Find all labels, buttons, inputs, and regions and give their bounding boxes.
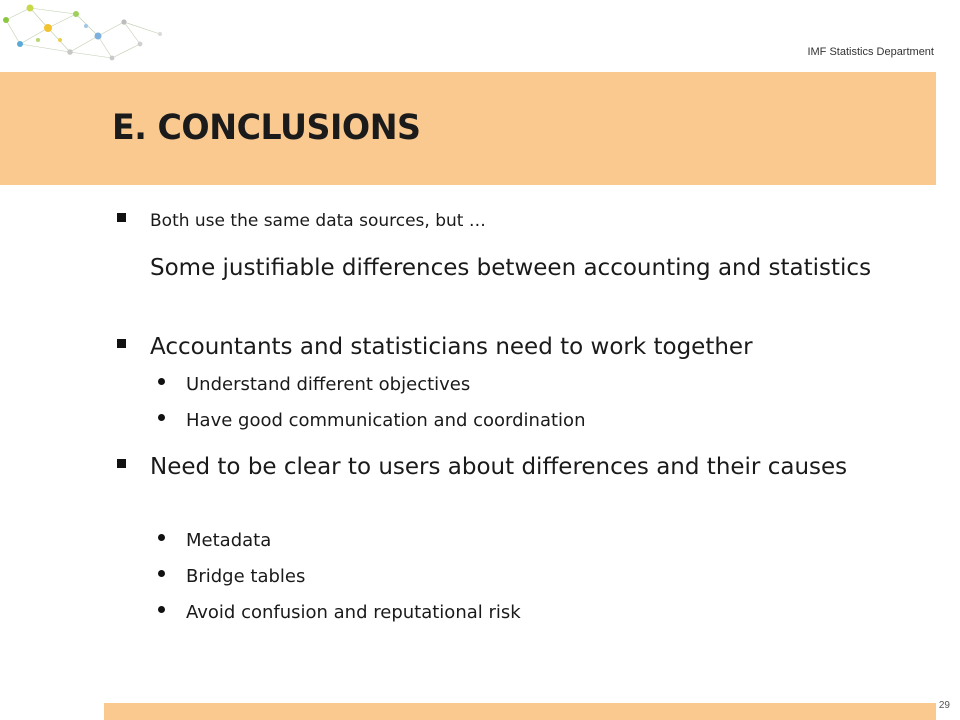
- sub-bullet-text: Have good communication and coordination: [186, 410, 586, 431]
- square-bullet-icon: [117, 339, 126, 348]
- sub-bullet-text: Bridge tables: [186, 566, 306, 587]
- bullet-text: Both use the same data sources, but …: [150, 211, 486, 231]
- bullet-continuation: Some justifiable differences between accounting and statistics: [150, 255, 872, 281]
- round-bullet-icon: [158, 378, 165, 385]
- round-bullet-icon: [158, 570, 165, 577]
- page-number: 29: [938, 700, 950, 711]
- round-bullet-icon: [158, 414, 165, 421]
- network-graph-logo-icon: [0, 0, 190, 80]
- square-bullet-icon: [117, 459, 126, 468]
- sub-bullet-text: Metadata: [186, 530, 272, 551]
- round-bullet-icon: [158, 534, 165, 541]
- round-bullet-icon: [158, 606, 165, 613]
- bullet-text: Need to be clear to users about differences and their causes: [150, 454, 848, 480]
- sub-bullet-text: Understand different objectives: [186, 374, 471, 395]
- department-label: IMF Statistics Department: [807, 46, 934, 58]
- footer-band: [104, 703, 936, 720]
- slide-title: E. CONCLUSIONS: [112, 108, 421, 148]
- sub-bullet-text: Avoid confusion and reputational risk: [186, 602, 521, 623]
- square-bullet-icon: [117, 213, 126, 222]
- bullet-text: Accountants and statisticians need to work together: [150, 334, 753, 360]
